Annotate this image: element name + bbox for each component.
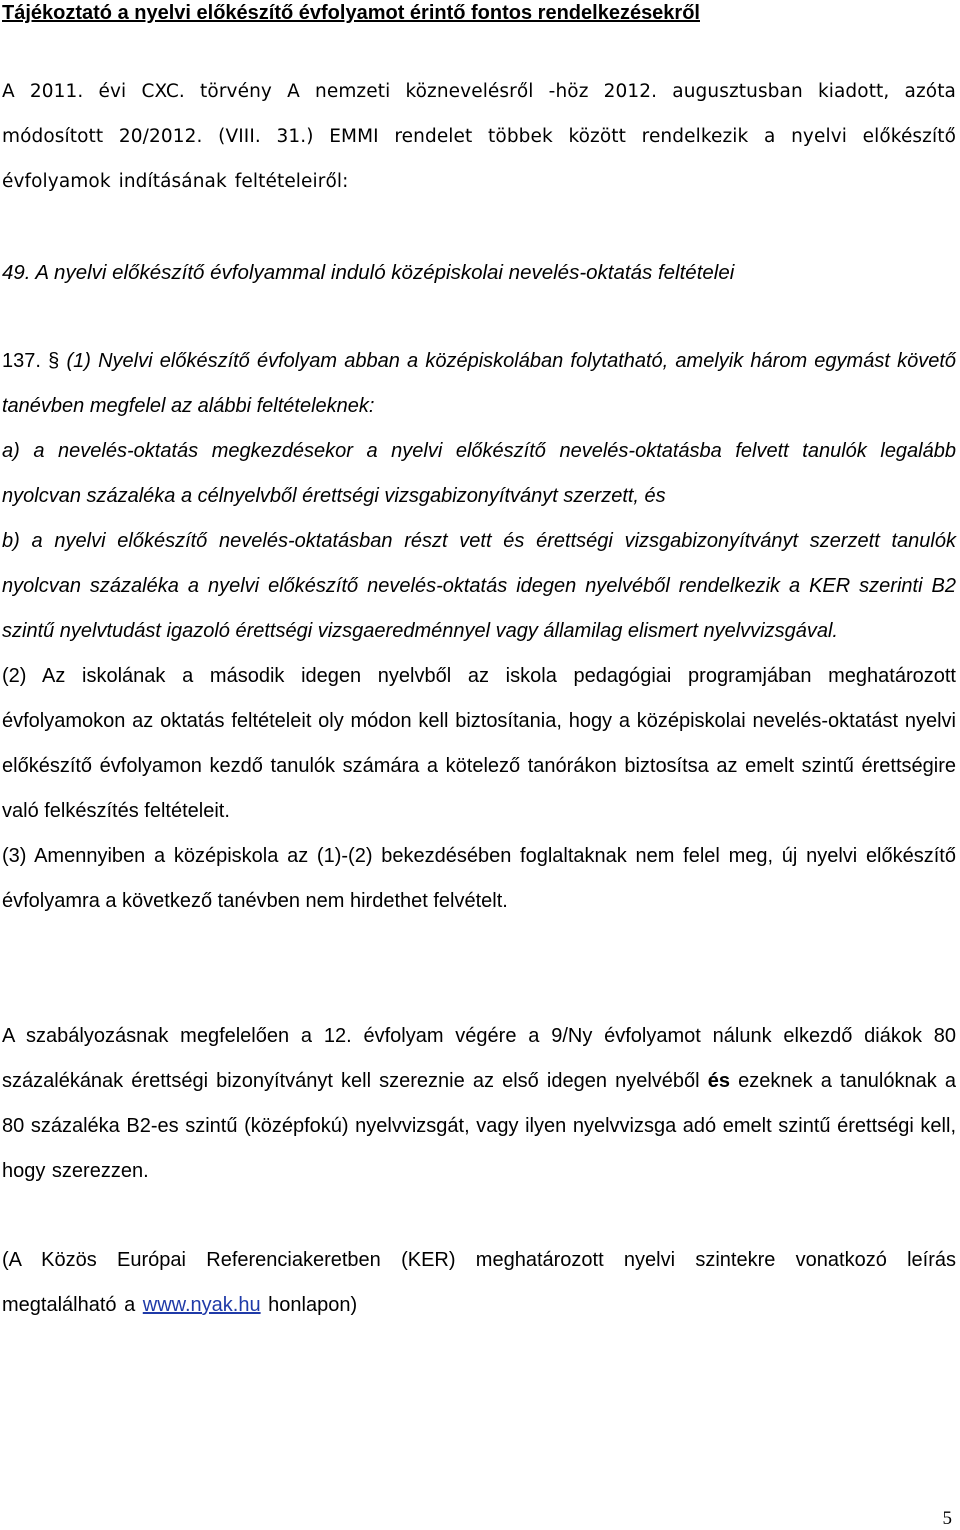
law-paragraph-1	[2, 339, 956, 429]
intro-paragraph: A 2011. évi CXC. törvény A nemzeti köznevelésről -höz 2012. augusztusban kiadott, azóta módosított 20/2012. (VIII. 31.) EMMI rendelet többek között rendelkezik a nyelvi előkészítő évfolyamok indításának feltételeiről:	[2, 81, 956, 192]
nyak-link[interactable]: www.nyak.hu	[142, 1294, 261, 1316]
summary-text-start: A szabályozásnak megfelelően a 12. évfolyam végére a 9/Ny évfolyamot nálunk elkezdő diákok 80 százalékának érettségi bizonyítványt kell szereznie az első idegen nyelvéből	[2, 1025, 956, 1092]
summary-text-end: ezeknek a tanulóknak a 80 százaléka B2-es szintű (középfokú) nyelvvizsgát, vagy ilyen nyelvvizsga adó emelt szintű érettségi kell, hogy szerezzen.	[2, 1070, 956, 1182]
page-number: 5	[942, 1508, 952, 1529]
law-point-b: b) a nyelvi előkészítő nevelés-oktatásban részt vett és érettségi vizsgabizonyítványt szerzett tanulók nyolcvan százaléka a nyelvi előkészítő nevelés-oktatás idegen nyelvéből rendelkezik a KER szerinti B2 szintű nyelvtudást igazoló érettségi vizsgaeredménnyel vagy államilag elismert nyelvvizsgával.	[2, 530, 956, 642]
law-paragraph-2: (2) Az iskolának a második idegen nyelvből az iskola pedagógiai programjában meghatározott évfolyamokon az oktatás feltételeit oly módon kell biztosítania, hogy a középiskolai nevelés-oktatást nyelvi előkészítő évfolyamon kezdő tanulók számára a kötelező tanórákon biztosítsa az emelt szintű érettségire való felkészítés feltételeit.	[2, 665, 956, 822]
reference-note	[2, 1238, 956, 1328]
summary-emphasis: és	[707, 1070, 730, 1092]
reference-text: (A Közös Európai Referenciakeretben (KER) meghatározott nyelvi szintekre vonatkozó leírás megtalálható a	[2, 1249, 956, 1316]
reference-text-end: honlapon)	[268, 1294, 358, 1316]
law-paragraph-3: (3) Amennyiben a középiskola az (1)-(2) bekezdésében foglaltaknak nem felel meg, új nyelvi előkészítő évfolyamra a következő tanévben nem hirdethet felvételt.	[2, 845, 956, 912]
section-heading: 49. A nyelvi előkészítő évfolyammal induló középiskolai nevelés-oktatás feltételei	[2, 261, 735, 284]
law-excerpt	[2, 339, 956, 924]
section-sign: §	[48, 350, 60, 372]
summary-paragraph	[2, 1014, 956, 1194]
document-title: Tájékoztató a nyelvi előkészítő évfolyamot érintő fontos rendelkezésekről	[2, 2, 700, 24]
law-article-number: 137.	[2, 350, 41, 372]
law-paragraph-1-text: (1) Nyelvi előkészítő évfolyam abban a középiskolában folytatható, amelyik három egymást követő tanévben megfelel az alábbi feltételeknek:	[2, 350, 957, 417]
law-point-a: a) a nevelés-oktatás megkezdésekor a nyelvi előkészítő nevelés-oktatásba felvett tanulók legalább nyolcvan százaléka a célnyelvből érettségi vizsgabizonyítványt szerzett, és	[2, 440, 956, 507]
